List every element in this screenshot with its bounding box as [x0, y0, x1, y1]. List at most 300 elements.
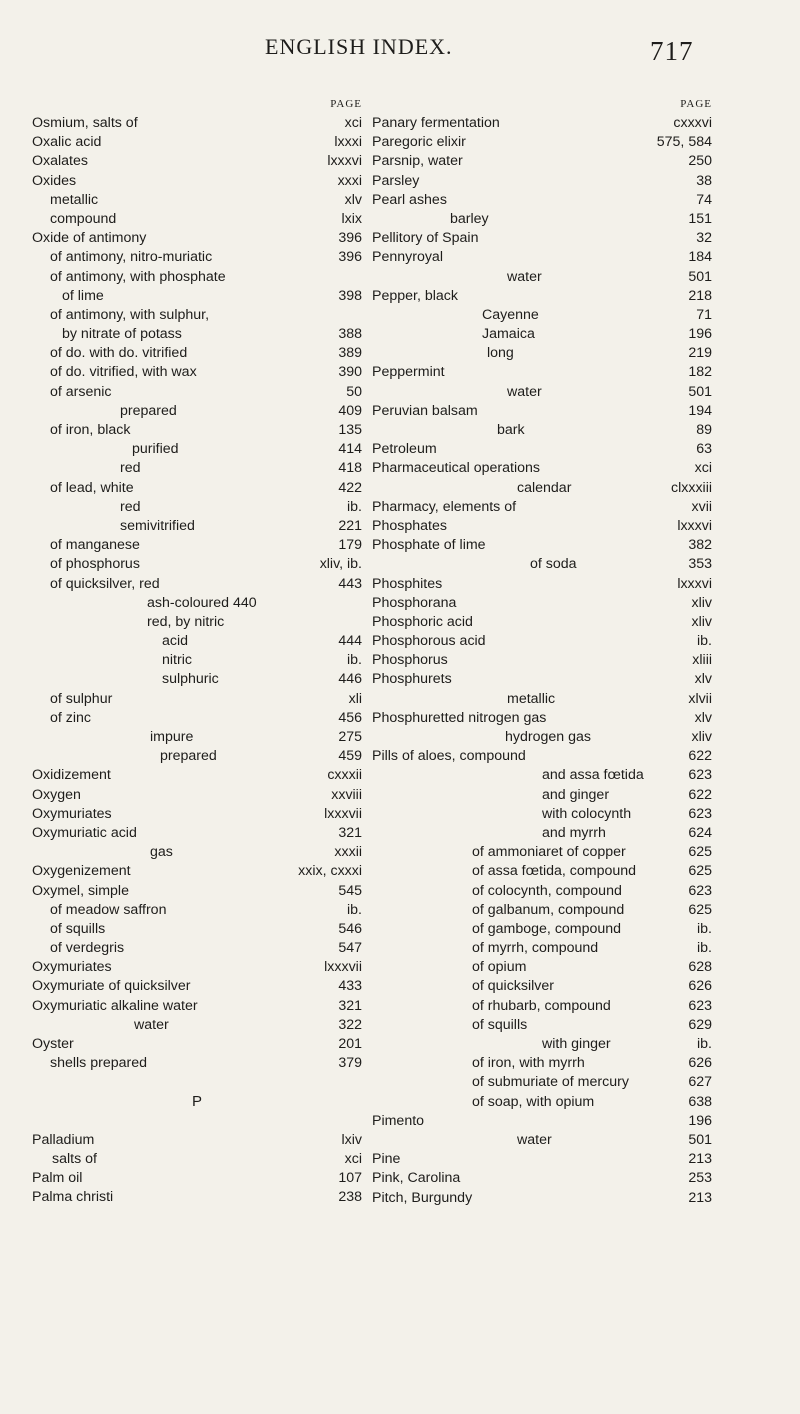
entry-page-ref: cxxxii [327, 767, 362, 784]
index-entry [372, 479, 712, 498]
entry-term: of do. with do. vitrified [50, 345, 188, 362]
entry-term: acid [162, 633, 189, 650]
index-entry [32, 1150, 362, 1169]
index-entry [32, 939, 362, 958]
entry-term: Pine [372, 1151, 401, 1168]
index-entry [32, 498, 362, 517]
index-entry [372, 1169, 712, 1188]
entry-page-ref: 625 [688, 844, 712, 861]
entry-term: of submuriate of mercury [472, 1074, 629, 1091]
entry-page-ref: 625 [688, 901, 712, 918]
index-entry [372, 1016, 712, 1035]
entry-page-ref: xxix, cxxxi [298, 863, 362, 880]
entry-page-ref: 629 [688, 1016, 712, 1033]
entry-term: with ginger [542, 1036, 611, 1052]
entry-term: of lime [62, 287, 104, 304]
entry-term: Paregoric elixir [372, 134, 466, 151]
index-entry [372, 536, 712, 555]
entry-term: Pepper, black [372, 287, 458, 304]
entry-page-ref: 219 [688, 345, 712, 362]
entry-term: Pills of aloes, compound [372, 748, 526, 765]
entry-term: Peppermint [372, 364, 445, 381]
entry-page-ref: ib. [347, 498, 362, 515]
entry-term: of manganese [50, 537, 140, 554]
entry-term: Pimento [372, 1112, 425, 1129]
entry-term: bark [497, 422, 525, 438]
entry-term: of sulphur [50, 690, 113, 707]
entry-term: Phosphorus [372, 652, 448, 669]
entry-term: Oxymel, simple [32, 882, 129, 899]
entry-page-ref: xxxi [337, 172, 362, 189]
index-entry [372, 805, 712, 824]
index-entry [32, 824, 362, 843]
entry-term: prepared [160, 748, 217, 765]
right-entry-list [372, 114, 712, 1208]
index-entry [32, 977, 362, 996]
entry-term: Phosphate of lime [372, 537, 486, 554]
entry-term: Phosphuretted nitrogen gas [372, 709, 547, 726]
index-entry [372, 594, 712, 613]
entry-page-ref: lxxxi [334, 134, 362, 151]
entry-term: Osmium, salts of [32, 115, 138, 131]
entry-page-ref: xci [694, 460, 712, 477]
entry-term: of gamboge, compound [472, 920, 622, 937]
entry-term: and ginger [542, 786, 610, 803]
index-entry [32, 1016, 362, 1035]
entry-term: of do. vitrified, with wax [50, 364, 197, 381]
index-entry [372, 632, 712, 651]
entry-term: Phosphoric acid [372, 613, 473, 630]
entry-page-ref: xlvii [688, 690, 712, 707]
index-entry [372, 901, 712, 920]
entry-page-ref: 396 [338, 249, 362, 266]
entry-page-ref: lxxxvii [324, 805, 362, 822]
entry-page-ref: 638 [688, 1093, 712, 1110]
entry-term: Oxalates [32, 153, 88, 170]
entry-page-ref: 446 [338, 671, 362, 688]
entry-term: of verdegris [50, 940, 125, 957]
entry-term: of squills [472, 1016, 528, 1033]
entry-page-ref: 433 [338, 978, 362, 995]
entry-page-ref: 89 [696, 422, 712, 438]
entry-page-ref: 32 [696, 230, 712, 247]
entry-term: Palladium [32, 1131, 95, 1148]
entry-page-ref: 456 [338, 709, 362, 726]
index-entry [32, 421, 362, 440]
entry-page-ref: 196 [688, 326, 712, 343]
index-entry [372, 555, 712, 574]
entry-term: of opium [472, 959, 527, 976]
index-entry [372, 248, 712, 267]
index-entry [372, 1112, 712, 1131]
index-entry [372, 344, 712, 363]
entry-page-ref: 444 [338, 633, 362, 650]
entry-term: Pennyroyal [372, 249, 443, 266]
entry-term: Pearl ashes [372, 191, 447, 208]
index-entry [32, 172, 362, 191]
entry-term: Pharmacy, elements of [372, 498, 517, 515]
entry-page-ref: 545 [338, 882, 362, 899]
index-entry [372, 862, 712, 881]
entry-term: Phosphates [372, 517, 447, 534]
entry-term: with colocynth [542, 805, 632, 822]
index-entry [32, 1131, 362, 1150]
index-entry [32, 747, 362, 766]
entry-page-ref: 623 [688, 805, 712, 822]
entry-term: of quicksilver, red [50, 575, 160, 592]
entry-term: Parsnip, water [372, 153, 463, 170]
entry-page-ref: xxxii [334, 844, 362, 861]
entry-page-ref: 321 [338, 997, 362, 1014]
entry-term: Oxygenizement [32, 863, 131, 880]
index-entry [32, 325, 362, 344]
entry-page-ref: 196 [688, 1112, 712, 1129]
index-entry [32, 958, 362, 977]
index-entry [372, 920, 712, 939]
entry-term: prepared [120, 402, 177, 419]
index-entry [372, 575, 712, 594]
index-entry [32, 901, 362, 920]
entry-term: ash-coloured 440 [147, 594, 257, 611]
entry-page-ref: 321 [338, 824, 362, 841]
entry-term: of myrrh, compound [472, 940, 599, 957]
page-column-label: PAGE [680, 98, 712, 110]
index-entry [32, 651, 362, 670]
entry-term: nitric [162, 652, 192, 669]
entry-page-ref: xvii [691, 498, 712, 515]
index-entry [32, 920, 362, 939]
index-entry [372, 728, 712, 747]
index-entry [32, 402, 362, 421]
entry-term: gas [150, 844, 173, 861]
index-entry [32, 632, 362, 651]
entry-term: of phosphorus [50, 556, 140, 573]
entry-page-ref: lxxxvi [327, 153, 362, 170]
entry-term: barley [450, 210, 489, 227]
entry-term: hydrogen gas [505, 729, 591, 745]
entry-page-ref: clxxxiii [671, 479, 712, 496]
page-number: 717 [650, 36, 694, 66]
index-entry [372, 690, 712, 709]
entry-page-ref: xci [344, 115, 362, 131]
index-entry [372, 517, 712, 536]
index-entry [372, 977, 712, 996]
index-entry [372, 1093, 712, 1112]
entry-page-ref: xliv [691, 729, 712, 745]
entry-term: Pitch, Burgundy [372, 1189, 473, 1206]
entry-page-ref: 547 [338, 940, 362, 957]
index-entry [32, 555, 362, 574]
entry-page-ref: 626 [688, 1055, 712, 1072]
index-entry [32, 152, 362, 171]
entry-term: Oxide of antimony [32, 230, 147, 247]
index-entry [32, 114, 362, 133]
entry-page-ref: 250 [688, 153, 712, 170]
left-entry-list [32, 114, 362, 1207]
index-entry [32, 670, 362, 689]
index-entry [32, 459, 362, 478]
entry-page-ref: 501 [688, 1131, 712, 1148]
index-entry [372, 421, 712, 440]
index-entry [372, 1073, 712, 1092]
entry-term: red, by nitric [147, 613, 225, 630]
entry-term: Petroleum [372, 441, 437, 458]
entry-term: Parsley [372, 172, 420, 189]
index-entry [372, 133, 712, 152]
index-entry [372, 229, 712, 248]
entry-page-ref: 74 [696, 191, 712, 208]
entry-term: metallic [50, 191, 99, 208]
index-entry [32, 133, 362, 152]
entry-term: Oxides [32, 172, 77, 189]
index-entry [372, 958, 712, 977]
index-entry [372, 459, 712, 478]
index-entry [32, 613, 362, 632]
index-entry [372, 363, 712, 382]
entry-term: calendar [517, 479, 572, 496]
entry-page-ref: 253 [688, 1170, 712, 1187]
entry-term: water [517, 1131, 552, 1148]
entry-term: Panary fermentation [372, 115, 500, 131]
entry-page-ref: 623 [688, 882, 712, 899]
entry-term: sulphuric [162, 671, 219, 688]
index-entry [372, 287, 712, 306]
entry-page-ref: 379 [338, 1055, 362, 1072]
entry-page-ref: xlv [694, 671, 712, 688]
entry-page-ref: xliii [692, 652, 712, 669]
section-letter [32, 1092, 362, 1111]
entry-page-ref: 626 [688, 978, 712, 995]
index-entry [372, 1131, 712, 1150]
entry-page-ref: 622 [688, 786, 712, 803]
entry-term: Cayenne [482, 306, 539, 323]
entry-page-ref: xliv [691, 613, 712, 630]
index-entry [372, 613, 712, 632]
index-entry [32, 728, 362, 747]
index-entry [32, 575, 362, 594]
entry-page-ref: 623 [688, 997, 712, 1014]
entry-page-ref: ib. [347, 652, 362, 669]
entry-page-ref: lxxxvii [324, 959, 362, 976]
entry-page-ref: 388 [338, 326, 362, 343]
index-entry [372, 786, 712, 805]
index-entry [372, 210, 712, 229]
index-entry [372, 843, 712, 862]
entry-page-ref: 38 [696, 172, 712, 189]
entry-page-ref: 459 [338, 748, 362, 765]
index-entry [32, 268, 362, 287]
index-entry [372, 1150, 712, 1169]
entry-term: of meadow saffron [50, 901, 167, 918]
entry-term: of antimony, with sulphur, [50, 306, 210, 323]
entry-term: of antimony, nitro-muriatic [50, 249, 213, 266]
entry-page-ref: lxxxvi [677, 575, 712, 592]
entry-term: Phosphites [372, 575, 443, 592]
entry-term: Oxymuriate of quicksilver [32, 978, 191, 995]
entry-page-ref: 213 [688, 1151, 712, 1168]
entry-page-ref: 135 [338, 422, 362, 438]
entry-page-ref: 625 [688, 863, 712, 880]
index-entry [372, 440, 712, 459]
index-entry [32, 191, 362, 210]
entry-term: Phosphurets [372, 671, 452, 688]
entry-term: metallic [507, 690, 556, 707]
entry-term: and assa fœtida [542, 767, 644, 784]
entry-term: Peruvian balsam [372, 402, 478, 419]
index-entry [32, 882, 362, 901]
entry-term: Oxymuriatic acid [32, 824, 137, 841]
index-entry [372, 402, 712, 421]
index-entry [32, 766, 362, 785]
entry-page-ref: 624 [688, 824, 712, 841]
entry-page-ref: lxxxvi [677, 517, 712, 534]
index-entry [372, 152, 712, 171]
entry-term: Pharmaceutical operations [372, 460, 540, 477]
entry-term: of quicksilver [472, 978, 555, 995]
entry-page-ref: xliv, ib. [319, 556, 362, 573]
index-entry [372, 997, 712, 1016]
entry-term: of galbanum, compound [472, 901, 625, 918]
entry-term: of colocynth, compound [472, 882, 622, 899]
entry-page-ref: 71 [696, 306, 712, 323]
index-entry [32, 248, 362, 267]
page-header [0, 34, 800, 74]
index-entry [372, 498, 712, 517]
entry-term: red [120, 498, 141, 515]
entry-page-ref: lxix [341, 210, 362, 227]
entry-page-ref: 201 [338, 1036, 362, 1052]
index-entry [32, 862, 362, 881]
entry-page-ref: xci [344, 1150, 362, 1167]
entry-page-ref: 575, 584 [656, 134, 712, 151]
index-entry [32, 1035, 362, 1054]
entry-term: water [134, 1016, 169, 1033]
index-entry [372, 191, 712, 210]
entry-page-ref: ib. [347, 901, 362, 918]
entry-page-ref: 623 [688, 767, 712, 784]
index-entry [372, 383, 712, 402]
entry-page-ref: 50 [346, 383, 362, 400]
entry-term: of antimony, with phosphate [50, 268, 226, 285]
index-entry [32, 843, 362, 862]
entry-term: long [487, 345, 514, 362]
entry-term: by nitrate of potass [62, 326, 182, 343]
entry-term: of soap, with opium [472, 1093, 595, 1110]
entry-term: water [507, 383, 542, 400]
index-entry [372, 1054, 712, 1073]
index-entry [32, 997, 362, 1016]
index-entry [32, 1054, 362, 1073]
entry-term: Palm oil [32, 1169, 83, 1186]
entry-term: Oxidizement [32, 767, 111, 784]
entry-term: Jamaica [482, 326, 535, 343]
entry-page-ref: 398 [338, 287, 362, 304]
entry-page-ref: 194 [688, 402, 712, 419]
entry-term: of iron, black [50, 422, 131, 438]
entry-page-ref: 184 [688, 249, 712, 266]
entry-page-ref: 213 [688, 1189, 712, 1206]
entry-page-ref: 179 [338, 537, 362, 554]
index-entry [372, 114, 712, 133]
entry-page-ref: 221 [338, 517, 362, 534]
index-entry [372, 709, 712, 728]
entry-term: Oxymuriates [32, 959, 112, 976]
entry-page-ref: 238 [338, 1189, 362, 1206]
right-column [372, 98, 712, 1208]
entry-page-ref: ib. [697, 920, 712, 937]
entry-term: salts of [52, 1150, 97, 1167]
entry-page-ref: 546 [338, 920, 362, 937]
index-entry [32, 440, 362, 459]
entry-term: water [507, 268, 542, 285]
entry-page-ref: 107 [338, 1169, 362, 1186]
index-entry [372, 651, 712, 670]
entry-term: red [120, 460, 141, 477]
index-entry [372, 268, 712, 287]
entry-page-ref: 389 [338, 345, 362, 362]
entry-term: Pink, Carolina [372, 1170, 461, 1187]
entry-term: of zinc [50, 709, 92, 726]
index-entry [372, 939, 712, 958]
index-entry [32, 287, 362, 306]
entry-page-ref: 151 [688, 210, 712, 227]
entry-term: and myrrh [542, 824, 606, 841]
index-entry [32, 536, 362, 555]
entry-page-ref: 409 [338, 402, 362, 419]
index-entry [32, 306, 362, 325]
entry-page-ref: 396 [338, 230, 362, 247]
index-entry [32, 805, 362, 824]
entry-term: of squills [50, 920, 106, 937]
entry-term: Palma christi [32, 1189, 114, 1206]
entry-term: Phosphorana [372, 594, 457, 611]
entry-page-ref: 501 [688, 268, 712, 285]
entry-term: compound [50, 210, 117, 227]
entry-page-ref: 390 [338, 364, 362, 381]
entry-page-ref: xxviii [331, 786, 362, 803]
entry-term: shells prepared [50, 1055, 148, 1072]
entry-page-ref: 275 [338, 729, 362, 745]
index-entry [372, 1189, 712, 1208]
entry-term: of iron, with myrrh [472, 1055, 585, 1072]
entry-page-ref: xliv [691, 594, 712, 611]
entry-term: of rhubarb, compound [472, 997, 611, 1014]
index-entry [372, 306, 712, 325]
entry-term: semivitrified [120, 517, 195, 534]
index-entry [32, 363, 362, 382]
entry-page-ref: 63 [696, 441, 712, 458]
entry-page-ref: ib. [697, 940, 712, 957]
index-entry [32, 383, 362, 402]
index-entry [372, 1035, 712, 1054]
entry-page-ref: 628 [688, 959, 712, 976]
entry-page-ref: 627 [688, 1074, 712, 1091]
index-entry [32, 479, 362, 498]
index-entry [372, 172, 712, 191]
entry-page-ref: ib. [697, 633, 712, 650]
index-entry [32, 1169, 362, 1188]
entry-page-ref: 418 [338, 460, 362, 477]
entry-page-ref: xlv [694, 709, 712, 726]
entry-term: impure [150, 729, 194, 745]
index-entry [372, 882, 712, 901]
entry-term: Phosphorous acid [372, 633, 486, 650]
entry-term: Oyster [32, 1036, 74, 1052]
entry-term: of soda [530, 556, 577, 573]
page-column-label: PAGE [330, 98, 362, 110]
left-column [32, 98, 362, 1207]
index-entry [32, 786, 362, 805]
